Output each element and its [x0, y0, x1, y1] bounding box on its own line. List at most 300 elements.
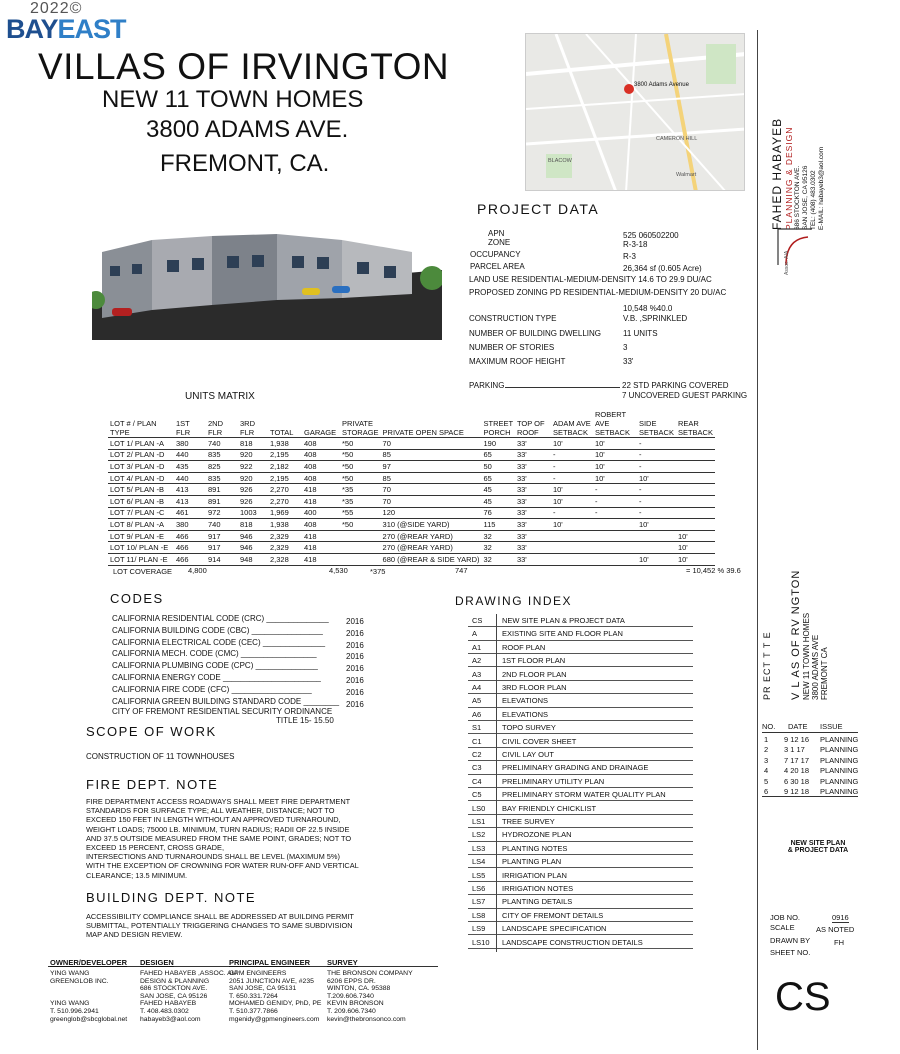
units-row	[108, 495, 715, 507]
project-data-value: R-3	[623, 252, 636, 261]
units-header-cell: PRIVATE STORAGE	[340, 410, 381, 438]
logo-brand-b: EAST	[57, 14, 126, 44]
units-row	[108, 530, 715, 542]
firm-contact-line: SAN JOSE, CA 95126	[802, 165, 809, 230]
drawing-name: PLANTING NOTES	[502, 843, 568, 853]
units-cell	[340, 542, 381, 554]
units-cell: 2,329	[268, 530, 302, 542]
revision-header-cell: NO.	[762, 722, 776, 731]
units-cell	[676, 461, 715, 473]
units-cell: 33'	[515, 449, 551, 461]
revision-cell: 3 1 17	[784, 745, 805, 755]
units-cell: 10'	[593, 461, 637, 473]
revision-cell: 1	[764, 735, 769, 744]
drawing-index-row	[468, 788, 693, 801]
project-subtitle-address: 3800 ADAMS AVE.	[146, 116, 349, 143]
units-cell: 926	[238, 484, 268, 496]
map-pin-icon	[624, 84, 634, 94]
drawing-name: BAY FRIENDLY CHICKLIST	[502, 803, 597, 813]
units-cell: -	[593, 507, 637, 519]
units-cell	[551, 530, 593, 542]
units-row	[108, 484, 715, 496]
units-cell: 440	[174, 449, 206, 461]
drawing-name: CITY OF FREMONT DETAILS	[502, 910, 604, 920]
scale-value: AS NOTED	[816, 925, 855, 934]
units-cell: 926	[238, 495, 268, 507]
code-name: CALIFORNIA GREEN BUILDING STANDARD CODE ________	[112, 696, 340, 706]
drawing-index-row	[468, 641, 693, 654]
drawing-name: NEW SITE PLAN & PROJECT DATA	[502, 616, 625, 625]
drawing-code: A	[472, 629, 478, 639]
units-cell: 10'	[593, 472, 637, 484]
units-cell: 1,969	[268, 507, 302, 519]
scope-heading: SCOPE OF WORK	[86, 724, 217, 739]
project-data-value: 3	[623, 343, 628, 352]
units-cell: 33'	[515, 507, 551, 519]
units-cell: 33'	[515, 461, 551, 473]
units-cell: -	[637, 484, 676, 496]
revision-cell: 4	[764, 766, 769, 776]
units-header-row	[108, 410, 715, 438]
engineer-line: T. 510.377.7866	[229, 1007, 278, 1015]
codes-heading: CODES	[110, 591, 164, 606]
drawing-name: PRELIMINARY STORM WATER QUALITY PLAN	[502, 790, 666, 800]
drawing-index-row	[468, 815, 693, 828]
units-cell: 10'	[551, 519, 593, 531]
proposed-zoning-line: PROPOSED ZONING PD RESIDENTIAL-MEDIUM-DENSITY 20 DU/AC	[469, 288, 727, 297]
drawing-index-row	[468, 761, 693, 774]
drawing-name: LANDSCAPE SPECIFICATION	[502, 924, 607, 934]
sheet-number: CS	[775, 975, 831, 1019]
units-cell: 45	[482, 495, 515, 507]
units-cell: 120	[381, 507, 482, 519]
sheet-project-line: 3800 ADAMS AVE	[811, 634, 820, 700]
drawing-index-row	[468, 775, 693, 788]
project-data-label: NUMBER OF BUILDING DWELLING	[469, 329, 602, 338]
map-place: BLACOW	[548, 158, 572, 164]
building-note-line: SUBMITTAL, POTENTIALLY TRIGGERING CHANGES TO SAME SUBDIVISION	[86, 921, 353, 931]
units-cell: 33'	[515, 472, 551, 484]
sheet-project-name: V L AS OF RV NGTON	[790, 569, 802, 700]
units-cell: 413	[174, 484, 206, 496]
units-cell: 435	[174, 461, 206, 473]
revision-cell: PLANNING	[820, 745, 859, 755]
lot-coverage-value: 747	[455, 566, 468, 575]
units-cell: 920	[238, 472, 268, 484]
drawing-name: TOPO SURVEY	[502, 723, 556, 733]
drawing-index-row	[468, 895, 693, 908]
units-cell: 45	[482, 484, 515, 496]
revision-cell: 4 20 18	[784, 766, 810, 776]
units-cell: 10'	[637, 519, 676, 531]
revision-cell: 3	[764, 755, 769, 765]
units-cell: 408	[302, 461, 340, 473]
drawing-code: A5	[472, 696, 482, 706]
units-cell: -	[593, 484, 637, 496]
units-cell	[676, 449, 715, 461]
units-cell: -	[637, 438, 676, 450]
firm-name: FAHED HABAYEB	[770, 117, 784, 230]
survey-line: THE BRONSON COMPANY	[327, 970, 413, 977]
survey-line: kevin@thebronsonco.com	[327, 1015, 406, 1023]
drawing-index-row	[468, 681, 693, 694]
project-data-label: ZONE	[488, 238, 511, 247]
units-cell	[593, 553, 637, 565]
job-number-label: JOB NO.	[770, 913, 801, 922]
drawing-code: LS1	[472, 817, 486, 826]
project-data-label: MAXIMUM ROOF HEIGHT	[469, 357, 566, 366]
revision-header-cell: ISSUE	[820, 722, 843, 731]
drawing-name: CIVIL COVER SHEET	[502, 736, 577, 746]
drawing-index-row	[468, 936, 693, 949]
job-info	[770, 913, 860, 958]
ordinance-line: CITY OF FREMONT RESIDENTIAL SECURITY ORDINANCE	[112, 707, 333, 716]
units-cell: -	[593, 495, 637, 507]
survey-details	[327, 970, 413, 1023]
units-cell: 922	[238, 461, 268, 473]
revision-cell: 7 17 17	[784, 755, 810, 765]
units-cell: 418	[302, 542, 340, 554]
code-year: 2016	[346, 699, 364, 709]
units-cell	[637, 542, 676, 554]
units-cell: *50	[340, 519, 381, 531]
units-row	[108, 449, 715, 461]
units-cell: 825	[206, 461, 238, 473]
code-name: CALIFORNIA RESIDENTIAL CODE (CRC) ______________	[112, 614, 329, 623]
design-line: DESIGN & PLANNING	[140, 977, 210, 985]
units-cell: 32	[482, 553, 515, 565]
rendering-graphic	[92, 230, 442, 340]
survey-line: 6206 EPPS DR.	[327, 977, 376, 985]
project-data-heading: PROJECT DATA	[477, 201, 600, 217]
parking-line: 7 UNCOVERED GUEST PARKING	[622, 391, 748, 400]
units-cell: 413	[174, 495, 206, 507]
units-cell: 10'	[593, 449, 637, 461]
owner-details	[50, 970, 127, 1023]
units-cell: 85	[381, 472, 482, 484]
units-cell	[637, 530, 676, 542]
code-year: 2016	[346, 652, 364, 662]
logo-brand-a: BAY	[6, 14, 58, 44]
units-cell: 270 (@REAR YARD)	[381, 530, 482, 542]
units-cell: 400	[302, 507, 340, 519]
drawing-index-heading: DRAWING INDEX	[455, 594, 573, 608]
drawing-code: LS2	[472, 830, 486, 840]
code-name: CALIFORNIA PLUMBING CODE (CPC) ______________	[112, 661, 318, 671]
units-cell	[676, 472, 715, 484]
units-cell: 10'	[676, 542, 715, 554]
revision-cell: 9 12 18	[784, 787, 810, 796]
units-cell: -	[637, 495, 676, 507]
sheet-title	[778, 840, 858, 854]
fire-note-line: INTERSECTIONS AND TURNAROUNDS SHALL BE LEVEL (MAXIMUM 5%)	[86, 852, 340, 862]
drawing-name: CIVIL LAY OUT	[502, 750, 554, 759]
revision-cell: 6 30 18	[784, 776, 810, 786]
units-cell: 2,270	[268, 495, 302, 507]
units-cell: 835	[206, 449, 238, 461]
drawing-index-row	[468, 842, 693, 855]
units-cell: 310 (@SIDE YARD)	[381, 519, 482, 531]
drawing-code: C2	[472, 750, 482, 759]
units-cell: -	[637, 507, 676, 519]
units-header-cell: STREET PORCH	[482, 410, 515, 438]
units-cell: 270 (@REAR YARD)	[381, 542, 482, 554]
drawing-name: TREE SURVEY	[502, 817, 555, 826]
logo-year: 2022©	[30, 0, 83, 17]
units-cell: 920	[238, 449, 268, 461]
units-cell: LOT 2/ PLAN -D	[108, 449, 174, 461]
code-row	[112, 673, 372, 685]
drawing-code: C5	[472, 790, 482, 800]
units-cell: 818	[238, 519, 268, 531]
units-cell: 70	[381, 484, 482, 496]
revision-cell: 9 12 16	[784, 735, 810, 744]
drawing-index-row	[468, 627, 693, 640]
sheet-title-line: NEW SITE PLAN	[790, 840, 846, 847]
drawn-by-value: FH	[834, 938, 844, 947]
units-cell: LOT 4/ PLAN -D	[108, 472, 174, 484]
units-cell: 33'	[515, 542, 551, 554]
project-data-value: 11 UNITS	[623, 329, 658, 338]
design-details	[140, 970, 238, 1023]
units-cell: 190	[482, 438, 515, 450]
units-header-cell: 3RD FLR	[238, 410, 268, 438]
lot-coverage-value: 4,530	[329, 566, 348, 575]
units-cell: LOT 8/ PLAN -A	[108, 519, 174, 531]
revision-cell: PLANNING	[820, 787, 859, 796]
units-cell: 466	[174, 530, 206, 542]
survey-line: KEVIN BRONSON	[327, 1000, 384, 1008]
drawn-by-label: DRAWN BY	[770, 936, 811, 945]
units-cell: LOT 5/ PLAN -B	[108, 484, 174, 496]
units-cell: 33'	[515, 438, 551, 450]
drawing-name: PRELIMINARY GRADING AND DRAINAGE	[502, 763, 649, 773]
drawing-index-row	[468, 694, 693, 707]
units-header-cell: SIDE SETBACK	[637, 410, 676, 438]
drawing-name: PLANTING PLAN	[502, 857, 562, 867]
revision-rule	[762, 732, 858, 733]
firm-contact	[794, 30, 826, 230]
drawing-code: LS8	[472, 910, 486, 920]
units-cell: 33'	[515, 484, 551, 496]
project-data-label: PARCEL AREA	[470, 262, 525, 271]
drawing-index-row	[468, 708, 693, 721]
engineer-line: mgenidy@gpmengineers.com	[229, 1015, 320, 1023]
units-cell: 917	[206, 542, 238, 554]
location-map	[525, 33, 745, 191]
units-header-cell: TOTAL	[268, 410, 302, 438]
sheet-project-label: PR ECT T T E	[762, 631, 772, 700]
lot-coverage-value: *375	[370, 567, 386, 576]
drawing-index-row	[468, 909, 693, 922]
project-data-value: V.B. ,SPRINKLED	[623, 314, 688, 323]
owner-heading: OWNER/DEVELOPER	[50, 958, 128, 967]
units-cell: 466	[174, 553, 206, 565]
drawing-name: 2ND FLOOR PLAN	[502, 669, 567, 679]
sheet-title-line: & PROJECT DATA	[787, 847, 849, 854]
units-cell: 418	[302, 495, 340, 507]
drawing-code: LS0	[472, 803, 486, 813]
units-cell	[676, 438, 715, 450]
revision-cell: 5	[764, 776, 769, 786]
units-cell: 10'	[676, 530, 715, 542]
code-row	[112, 637, 372, 650]
firm-assoc: Assoc. AIA	[784, 250, 790, 275]
engineer-line: GPM ENGINEERS	[229, 970, 287, 977]
firm-block	[770, 30, 850, 230]
units-cell: *50	[340, 438, 381, 450]
engineer-heading: PRINCIPAL ENGINEER	[229, 958, 310, 967]
units-cell: 972	[206, 507, 238, 519]
engineer-line: SAN JOSE, CA 95131	[229, 985, 297, 993]
code-year: 2016	[346, 640, 364, 650]
code-row	[112, 625, 372, 638]
drawing-index-row	[468, 828, 693, 841]
code-name: CALIFORNIA MECH. CODE (CMC) _________________	[112, 649, 317, 659]
drawing-index-row	[468, 882, 693, 895]
units-cell	[676, 484, 715, 496]
units-cell: 408	[302, 438, 340, 450]
units-cell: 740	[206, 519, 238, 531]
revision-cell: 6	[764, 787, 769, 796]
units-cell: 97	[381, 461, 482, 473]
drawing-name: LANDSCAPE CONSTRUCTION DETAILS	[502, 937, 643, 947]
units-cell: -	[551, 507, 593, 519]
units-header-cell: 1ST FLR	[174, 410, 206, 438]
project-data-value: R-3-18	[623, 240, 648, 249]
engineer-line: MOHAMED GENIDY, PhD, PE	[229, 1000, 322, 1008]
units-cell: 680 (@REAR & SIDE YARD)	[382, 554, 480, 564]
lot-coverage-total: = 10,452 % 39.6	[686, 566, 741, 575]
units-cell: 1,938	[268, 519, 302, 531]
units-header-cell: 2ND FLR	[206, 410, 238, 438]
units-row	[108, 519, 715, 531]
units-row	[108, 472, 715, 484]
units-cell: 2,328	[268, 553, 302, 565]
units-cell: 466	[174, 542, 206, 554]
units-cell: 33'	[515, 530, 551, 542]
units-cell: 10'	[637, 553, 676, 565]
code-row	[112, 696, 372, 709]
drawing-code: LS6	[472, 884, 486, 893]
sheet-project-line: NEW 11 TOWN HOMES	[802, 612, 811, 700]
units-cell: 380	[174, 519, 206, 531]
townhome-rendering	[92, 230, 442, 340]
project-subtitle-units: NEW 11 TOWN HOMES	[102, 86, 364, 113]
fire-note-line: EXCEED 150 FEET IN LENGTH WITHOUT AN APPROVED TURNAROUND,	[86, 815, 341, 825]
units-cell: 33'	[515, 553, 551, 565]
units-header-cell: LOT # / PLAN TYPE	[108, 410, 174, 438]
units-cell: 2,182	[268, 461, 302, 473]
units-cell: 1,938	[268, 438, 302, 450]
drawing-name: PLANTING DETAILS	[502, 897, 573, 907]
drawing-index-row	[468, 735, 693, 748]
drawing-index-row	[468, 922, 693, 935]
units-cell: *35	[340, 484, 381, 496]
project-data-label: APN	[488, 229, 505, 238]
drawing-code: A6	[472, 709, 482, 719]
drawing-code: LS9	[472, 924, 486, 934]
code-year: 2016	[346, 687, 364, 697]
design-line: habayeb3@aol.com	[140, 1015, 201, 1023]
code-row	[112, 661, 372, 674]
drawing-index-row	[468, 614, 693, 627]
revision-cell: PLANNING	[820, 776, 859, 786]
drawing-code: C1	[472, 736, 482, 746]
drawing-index-row	[468, 668, 693, 681]
units-cell	[676, 519, 715, 531]
units-cell: 418	[302, 530, 340, 542]
units-cell: -	[551, 461, 593, 473]
title-block-border	[757, 30, 758, 1050]
units-cell: 740	[206, 438, 238, 450]
units-cell: 32	[482, 542, 515, 554]
units-cell: 33'	[515, 495, 551, 507]
drawing-name: 3RD FLOOR PLAN	[502, 683, 567, 692]
units-cell: 891	[206, 495, 238, 507]
units-cell: LOT 6/ PLAN -B	[108, 495, 174, 507]
units-cell: 2,270	[268, 484, 302, 496]
coverage-note: 10,548 %40.0	[623, 304, 673, 313]
survey-line: WINTON, CA. 95388	[327, 985, 391, 993]
units-cell: LOT 7/ PLAN -C	[108, 507, 174, 519]
drawing-code: C3	[472, 763, 482, 773]
engineer-line: T. 650.331.7264	[229, 992, 278, 1000]
drawing-name: 1ST FLOOR PLAN	[502, 656, 566, 666]
code-name: CALIFORNIA ELECTRICAL CODE (CEC) ______________	[112, 637, 326, 647]
drawing-index-row	[468, 855, 693, 868]
drawing-name: PRELIMINARY UTILITY PLAN	[502, 776, 605, 786]
survey-heading: SURVEY	[327, 958, 358, 967]
fire-note-line: WITH THE EXCEPTION OF CROWNING FOR WATER RUN-OFF AND VERTICAL	[86, 861, 359, 871]
owner-line: GREENGLOB INC.	[50, 977, 109, 985]
code-row	[112, 649, 372, 662]
map-place: Walmart	[676, 172, 697, 178]
units-cell: LOT 11/ PLAN -E	[108, 553, 174, 565]
units-cell: 76	[482, 507, 515, 519]
design-heading: DESIGEN	[140, 958, 174, 967]
revision-cell: PLANNING	[820, 766, 859, 776]
project-data-label: OCCUPANCY	[470, 250, 521, 259]
map-pin-label: 3800 Adams Avenue	[634, 82, 689, 88]
units-cell: *55	[340, 507, 381, 519]
units-cell: 70	[381, 438, 482, 450]
owner-line: greenglob@sbcglobal.net	[50, 1015, 128, 1023]
units-cell: 10'	[551, 495, 593, 507]
fire-note-line: STANDARDS FOR SURFACE TYPE; ALL WEATHER, DISTANCE; NOT TO	[86, 806, 335, 816]
units-cell: 835	[206, 472, 238, 484]
units-cell	[593, 542, 637, 554]
drawing-code: S1	[472, 723, 482, 733]
units-cell: 461	[174, 507, 206, 519]
units-cell: 2,195	[268, 472, 302, 484]
drawing-name: EXISTING SITE AND FLOOR PLAN	[502, 629, 623, 639]
survey-line: T.209.606.7340	[327, 992, 374, 1000]
revision-rule	[762, 796, 858, 797]
design-line: 686 STOCKTON AVE.	[140, 985, 208, 993]
units-row	[108, 438, 715, 450]
building-note-text	[86, 912, 386, 940]
fire-note-heading: FIRE DEPT. NOTE	[86, 777, 219, 792]
sheet-project-block	[762, 520, 862, 700]
units-cell	[676, 507, 715, 519]
revision-header-cell: DATE	[788, 722, 808, 731]
building-note-heading: BUILDING DEPT. NOTE	[86, 890, 257, 905]
drawing-code: LS3	[472, 843, 486, 853]
fire-note-line: EXCEED 15 PERCENT, CROSS GRADE,	[86, 843, 224, 853]
lot-coverage-value: 4,800	[188, 566, 207, 575]
drawing-code: A1	[472, 642, 482, 652]
